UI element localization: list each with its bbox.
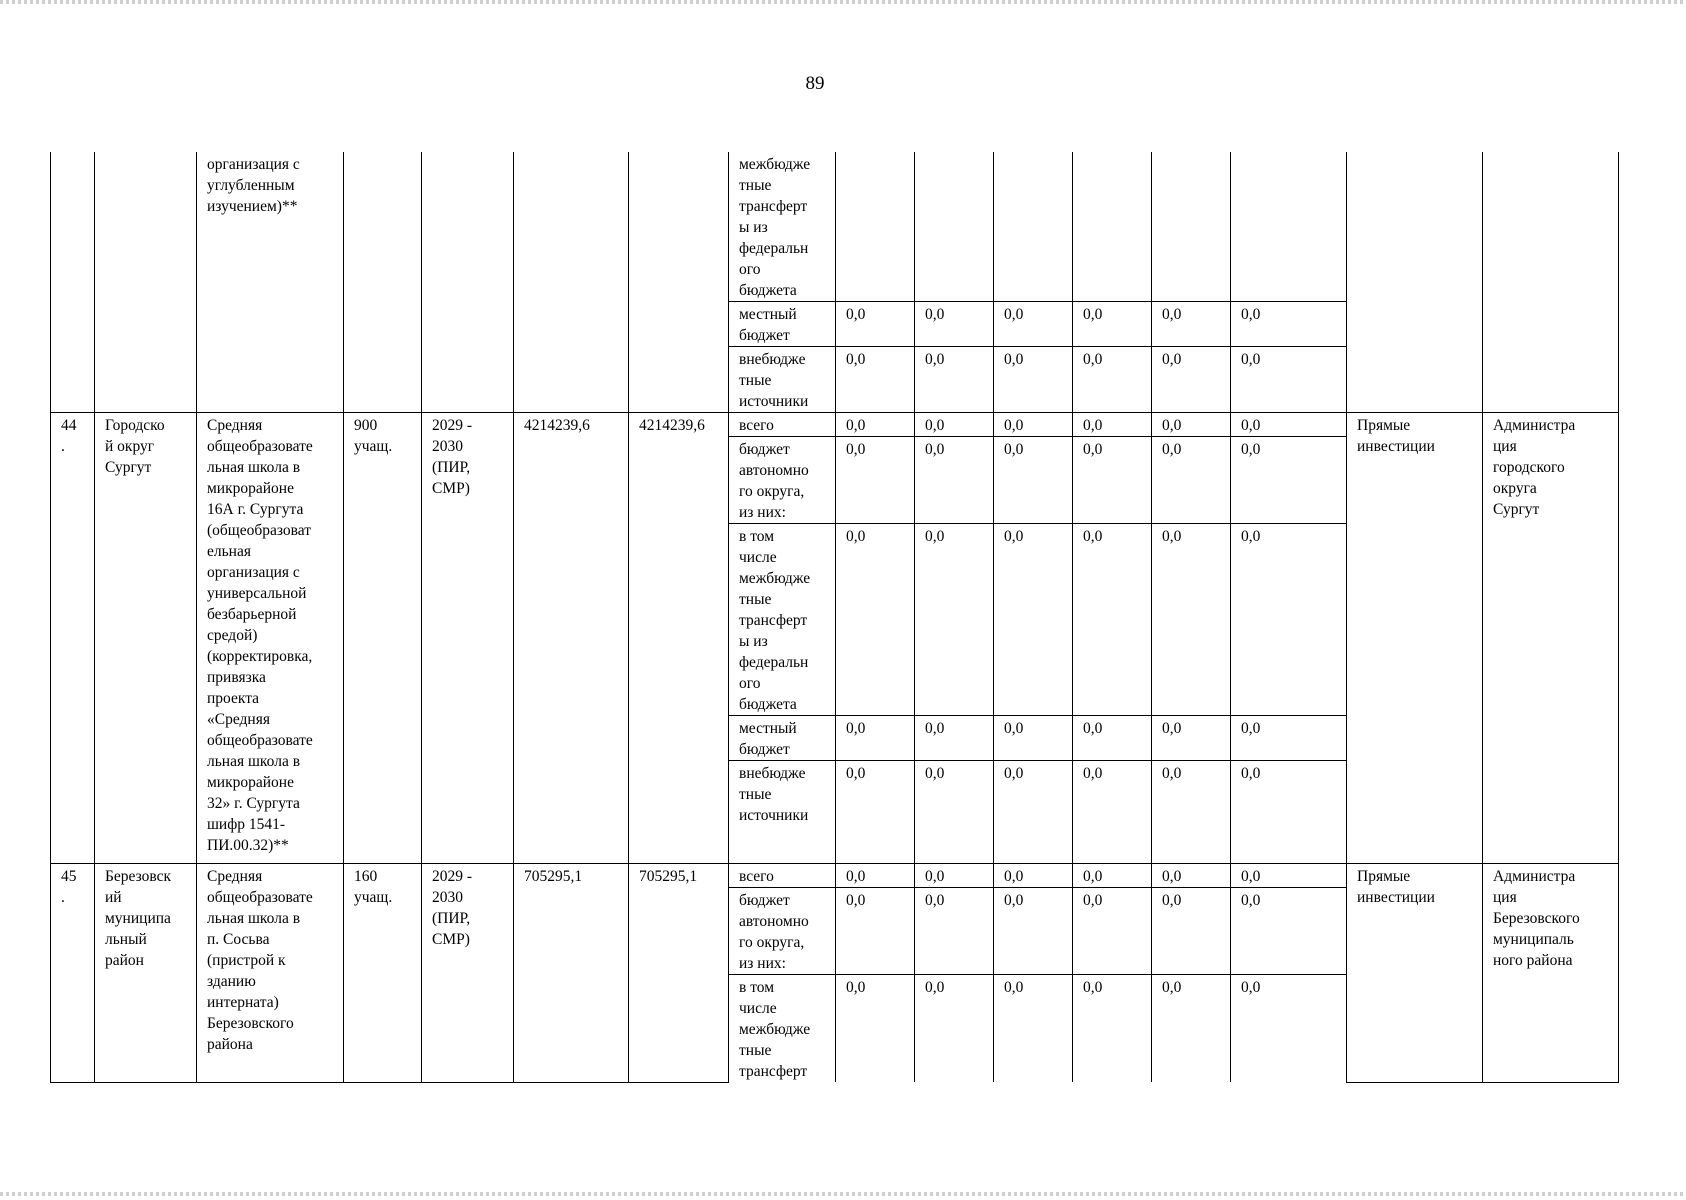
amount-cell: 0,0 bbox=[1073, 716, 1152, 761]
amount-cell: 0,0 bbox=[994, 864, 1073, 888]
amount-cell: 0,0 bbox=[1231, 761, 1347, 864]
amount-cell: 0,0 bbox=[836, 347, 915, 413]
amount-cell: 0,0 bbox=[994, 524, 1073, 716]
amount-cell: 0,0 bbox=[1073, 413, 1152, 437]
object-name-cell: Средняя общеобразовате льная школа в п. Сосьва (пристрой к зданию интерната) Березовского района bbox=[197, 864, 344, 1083]
funding-source-cell: внебюдже тные источники bbox=[729, 347, 836, 413]
capacity-cell: 160 учащ. bbox=[344, 864, 422, 1083]
amount-cell: 0,0 bbox=[1231, 413, 1347, 437]
amount-cell: 0,0 bbox=[1231, 347, 1347, 413]
num-cell: 44 . bbox=[51, 413, 95, 864]
amount-cell bbox=[1152, 152, 1231, 302]
amount-cell: 0,0 bbox=[836, 716, 915, 761]
amount-cell: 0,0 bbox=[1073, 302, 1152, 347]
amount-cell: 0,0 bbox=[836, 524, 915, 716]
amount-cell: 0,0 bbox=[915, 347, 994, 413]
amount-cell: 0,0 bbox=[994, 761, 1073, 864]
amount-cell: 0,0 bbox=[994, 302, 1073, 347]
investment-table bbox=[50, 152, 1619, 1083]
amount-cell: 0,0 bbox=[915, 975, 994, 1083]
table-row bbox=[51, 413, 1619, 437]
funding-source-cell: в том числе межбюдже тные трансферт bbox=[729, 975, 836, 1083]
amount-cell: 0,0 bbox=[836, 975, 915, 1083]
amount-cell: 0,0 bbox=[1073, 524, 1152, 716]
amount-cell: 0,0 bbox=[1152, 302, 1231, 347]
amount-cell: 0,0 bbox=[1231, 864, 1347, 888]
funding-source-cell: в том числе межбюдже тные трансферт ы из федеральн ого бюджета bbox=[729, 524, 836, 716]
period-cell bbox=[422, 152, 514, 413]
amount-cell: 0,0 bbox=[1231, 888, 1347, 975]
amount-cell: 0,0 bbox=[1152, 975, 1231, 1083]
amount-cell: 0,0 bbox=[915, 761, 994, 864]
period-cell: 2029 - 2030 (ПИР, СМР) bbox=[422, 864, 514, 1083]
amount-cell: 0,0 bbox=[915, 716, 994, 761]
amount-cell: 0,0 bbox=[836, 888, 915, 975]
amount-cell: 0,0 bbox=[994, 888, 1073, 975]
estimated-cost-cell: 705295,1 bbox=[514, 864, 629, 1083]
amount-cell: 0,0 bbox=[994, 347, 1073, 413]
funding-source-cell: бюджет автономно го округа, из них: bbox=[729, 437, 836, 524]
amount-cell: 0,0 bbox=[1152, 413, 1231, 437]
amount-cell: 0,0 bbox=[836, 437, 915, 524]
amount-cell: 0,0 bbox=[1231, 437, 1347, 524]
amount-cell: 0,0 bbox=[1152, 888, 1231, 975]
funding-source-cell: межбюдже тные трансферт ы из федеральн ого бюджета bbox=[729, 152, 836, 302]
municipality-cell: Городско й округ Сургут bbox=[95, 413, 197, 864]
amount-cell: 0,0 bbox=[1073, 888, 1152, 975]
page-number: 89 bbox=[805, 73, 825, 94]
table-row bbox=[51, 152, 1619, 302]
capacity-cell: 900 учащ. bbox=[344, 413, 422, 864]
amount-cell: 0,0 bbox=[915, 302, 994, 347]
amount-cell: 0,0 bbox=[1231, 302, 1347, 347]
funding-source-cell: всего bbox=[729, 413, 836, 437]
responsible-cell: Администра ция Березовского муниципаль ного района bbox=[1483, 864, 1619, 1083]
amount-cell bbox=[915, 152, 994, 302]
period-cell: 2029 - 2030 (ПИР, СМР) bbox=[422, 413, 514, 864]
amount-cell: 0,0 bbox=[994, 413, 1073, 437]
num-cell: 45 . bbox=[51, 864, 95, 1083]
remaining-cost-cell: 4214239,6 bbox=[629, 413, 729, 864]
amount-cell: 0,0 bbox=[1152, 864, 1231, 888]
municipality-cell bbox=[95, 152, 197, 413]
funding-source-cell: внебюдже тные источники bbox=[729, 761, 836, 864]
amount-cell: 0,0 bbox=[1073, 975, 1152, 1083]
responsible-cell: Администра ция городского округа Сургут bbox=[1483, 413, 1619, 864]
estimated-cost-cell: 4214239,6 bbox=[514, 413, 629, 864]
remaining-cost-cell: 705295,1 bbox=[629, 864, 729, 1083]
amount-cell: 0,0 bbox=[994, 975, 1073, 1083]
investment-form-cell: Прямые инвестиции bbox=[1347, 864, 1483, 1083]
amount-cell: 0,0 bbox=[994, 716, 1073, 761]
amount-cell: 0,0 bbox=[915, 888, 994, 975]
amount-cell bbox=[994, 152, 1073, 302]
remaining-cost-cell bbox=[629, 152, 729, 413]
table-row bbox=[51, 864, 1619, 888]
capacity-cell bbox=[344, 152, 422, 413]
amount-cell: 0,0 bbox=[1152, 437, 1231, 524]
amount-cell: 0,0 bbox=[1073, 761, 1152, 864]
investment-form-cell: Прямые инвестиции bbox=[1347, 413, 1483, 864]
amount-cell bbox=[1073, 152, 1152, 302]
amount-cell bbox=[836, 152, 915, 302]
object-name-cell: Средняя общеобразовате льная школа в микрорайоне 16А г. Сургута (общеобразоват ельная организация с универсальной безбарьерной средой) (корректировка, привязка проекта «Средняя общеобразовате льная школа в микрорайоне 32» г. Сургута шифр 1541- ПИ.00.32)** bbox=[197, 413, 344, 864]
amount-cell: 0,0 bbox=[836, 413, 915, 437]
amount-cell: 0,0 bbox=[1073, 347, 1152, 413]
funding-source-cell: всего bbox=[729, 864, 836, 888]
amount-cell: 0,0 bbox=[915, 864, 994, 888]
amount-cell: 0,0 bbox=[836, 761, 915, 864]
amount-cell: 0,0 bbox=[915, 437, 994, 524]
scan-bottom-edge bbox=[0, 1192, 1686, 1196]
estimated-cost-cell bbox=[514, 152, 629, 413]
amount-cell: 0,0 bbox=[1152, 716, 1231, 761]
amount-cell: 0,0 bbox=[1231, 524, 1347, 716]
municipality-cell: Березовск ий муниципа льный район bbox=[95, 864, 197, 1083]
num-cell bbox=[51, 152, 95, 413]
responsible-cell bbox=[1483, 152, 1619, 413]
amount-cell: 0,0 bbox=[1152, 347, 1231, 413]
funding-source-cell: местный бюджет bbox=[729, 302, 836, 347]
amount-cell: 0,0 bbox=[1231, 716, 1347, 761]
investment-form-cell bbox=[1347, 152, 1483, 413]
amount-cell: 0,0 bbox=[836, 302, 915, 347]
amount-cell: 0,0 bbox=[1073, 864, 1152, 888]
amount-cell: 0,0 bbox=[915, 524, 994, 716]
amount-cell bbox=[1231, 152, 1347, 302]
funding-source-cell: бюджет автономно го округа, из них: bbox=[729, 888, 836, 975]
object-name-cell: организация с углубленным изучением)** bbox=[197, 152, 344, 413]
amount-cell: 0,0 bbox=[1152, 524, 1231, 716]
amount-cell: 0,0 bbox=[994, 437, 1073, 524]
amount-cell: 0,0 bbox=[915, 413, 994, 437]
scan-top-edge bbox=[0, 0, 1686, 4]
amount-cell: 0,0 bbox=[1073, 437, 1152, 524]
amount-cell: 0,0 bbox=[836, 864, 915, 888]
funding-source-cell: местный бюджет bbox=[729, 716, 836, 761]
amount-cell: 0,0 bbox=[1231, 975, 1347, 1083]
amount-cell: 0,0 bbox=[1152, 761, 1231, 864]
